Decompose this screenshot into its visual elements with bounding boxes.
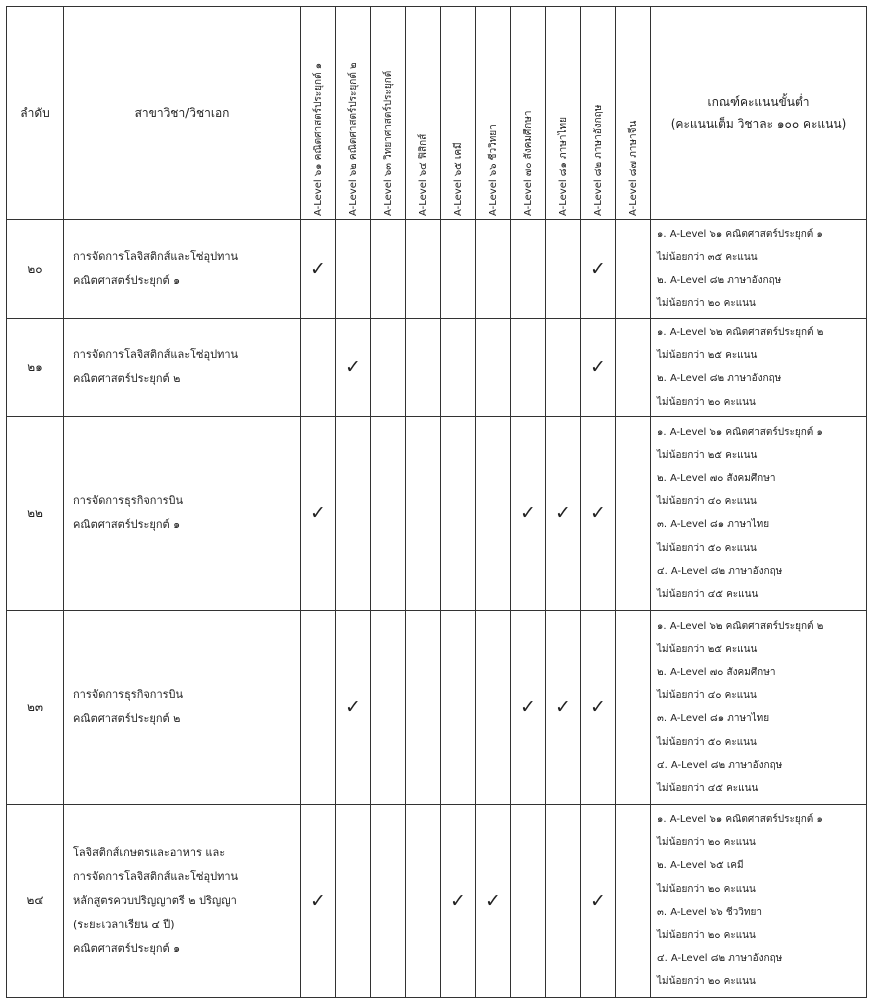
subject-check-cell xyxy=(441,804,476,997)
subject-check-cell xyxy=(371,610,406,804)
program-line: หลักสูตรควบปริญญาตรี ๒ ปริญญา xyxy=(73,893,237,907)
admission-criteria-table xyxy=(6,6,867,998)
check-icon: ✓ xyxy=(590,258,606,280)
header-subject xyxy=(336,7,371,220)
subject-check-cell xyxy=(511,804,546,997)
criteria-title: เกณฑ์คะแนนขั้นต่ำ xyxy=(707,95,810,109)
subject-check-cell xyxy=(301,319,336,417)
header-subject-label: A-Level ๖๔ ฟิสิกส์ xyxy=(417,133,429,216)
criteria-line: ๒. A-Level ๖๕ เคมี xyxy=(657,860,744,872)
check-icon: ✓ xyxy=(590,889,606,912)
subject-check-cell xyxy=(406,804,441,997)
subject-check-cell xyxy=(616,220,651,319)
criteria-line: ไม่น้อยกว่า ๒๐ คะแนน xyxy=(657,837,756,849)
check-icon: ✓ xyxy=(450,889,466,912)
check-icon: ✓ xyxy=(555,502,571,525)
criteria-subtitle: (คะแนนเต็ม วิชาละ ๑๐๐ คะแนน) xyxy=(670,117,847,131)
check-icon: ✓ xyxy=(485,889,501,912)
subject-check-cell xyxy=(476,319,511,417)
header-subject xyxy=(546,7,581,220)
criteria-line: ไม่น้อยกว่า ๒๐ คะแนน xyxy=(657,976,756,988)
subject-check-cell xyxy=(301,220,336,319)
subject-check-cell xyxy=(336,416,371,610)
subject-check-cell xyxy=(371,416,406,610)
criteria-cell xyxy=(651,804,867,997)
subject-check-cell xyxy=(616,610,651,804)
program-line: (ระยะเวลาเรียน ๔ ปี) xyxy=(73,917,175,931)
subject-check-cell xyxy=(511,220,546,319)
header-subject-label: A-Level ๗๐ สังคมศึกษา xyxy=(522,110,534,216)
subject-check-cell xyxy=(581,319,616,417)
check-icon: ✓ xyxy=(590,502,606,525)
criteria-cell xyxy=(651,610,867,804)
header-subject-label: A-Level ๖๑ คณิตศาสตร์ประยุกต์ ๑ xyxy=(312,62,324,216)
program-line: การจัดการโลจิสติกส์และโซ่อุปทาน xyxy=(73,348,239,362)
subject-check-cell xyxy=(441,220,476,319)
table-row xyxy=(7,610,867,804)
header-subject xyxy=(441,7,476,220)
table-row xyxy=(7,804,867,997)
subject-check-cell xyxy=(371,220,406,319)
check-icon: ✓ xyxy=(555,696,571,719)
subject-check-cell xyxy=(511,416,546,610)
subject-check-cell xyxy=(441,610,476,804)
subject-check-cell xyxy=(546,804,581,997)
criteria-line: ไม่น้อยกว่า ๒๐ คะแนน xyxy=(657,883,756,895)
criteria-line: ไม่น้อยกว่า ๒๕ คะแนน xyxy=(657,643,758,655)
criteria-line: ไม่น้อยกว่า ๒๐ คะแนน xyxy=(657,298,756,310)
subject-check-cell xyxy=(336,804,371,997)
criteria-line: ๑. A-Level ๖๒ คณิตศาสตร์ประยุกต์ ๒ xyxy=(657,327,824,338)
subject-check-cell xyxy=(476,610,511,804)
header-subject xyxy=(616,7,651,220)
table-row xyxy=(7,416,867,610)
program-line: คณิตศาสตร์ประยุกต์ ๑ xyxy=(73,941,181,955)
header-subject xyxy=(406,7,441,220)
subject-check-cell xyxy=(476,804,511,997)
criteria-line: ไม่น้อยกว่า ๒๐ คะแนน xyxy=(657,396,756,408)
subject-check-cell xyxy=(301,610,336,804)
row-number: ๒๐ xyxy=(7,220,64,319)
check-icon: ✓ xyxy=(310,502,326,525)
criteria-line: ๓. A-Level ๖๖ ชีววิทยา xyxy=(657,906,762,918)
subject-check-cell xyxy=(406,610,441,804)
subject-check-cell xyxy=(301,416,336,610)
criteria-line: ๒. A-Level ๘๒ ภาษาอังกฤษ xyxy=(657,275,782,286)
criteria-line: ไม่น้อยกว่า ๕๐ คะแนน xyxy=(657,542,757,554)
subject-check-cell xyxy=(616,319,651,417)
criteria-line: ไม่น้อยกว่า ๔๐ คะแนน xyxy=(657,496,757,508)
criteria-cell xyxy=(651,220,867,319)
header-subject xyxy=(371,7,406,220)
header-program: สาขาวิชา/วิชาเอก xyxy=(64,7,301,220)
program-name xyxy=(64,319,301,417)
criteria-line: ๒. A-Level ๘๒ ภาษาอังกฤษ xyxy=(657,373,782,385)
subject-check-cell xyxy=(406,220,441,319)
program-name xyxy=(64,610,301,804)
program-line: คณิตศาสตร์ประยุกต์ ๑ xyxy=(73,274,181,287)
criteria-line: ไม่น้อยกว่า ๔๕ คะแนน xyxy=(657,588,759,600)
subject-check-cell xyxy=(406,319,441,417)
subject-check-cell xyxy=(581,220,616,319)
subject-check-cell xyxy=(546,416,581,610)
row-number: ๒๓ xyxy=(7,610,64,804)
subject-check-cell xyxy=(301,804,336,997)
header-subject-label: A-Level ๖๓ วิทยาศาสตร์ประยุกต์ xyxy=(382,70,394,216)
subject-check-cell xyxy=(336,319,371,417)
check-icon: ✓ xyxy=(520,502,536,525)
header-subject xyxy=(511,7,546,220)
program-line: การจัดการโลจิสติกส์และโซ่อุปทาน xyxy=(73,869,239,883)
criteria-line: ไม่น้อยกว่า ๔๕ คะแนน xyxy=(657,782,759,794)
criteria-line: ไม่น้อยกว่า ๒๕ คะแนน xyxy=(657,350,758,362)
criteria-cell xyxy=(651,416,867,610)
subject-check-cell xyxy=(616,804,651,997)
program-line: คณิตศาสตร์ประยุกต์ ๒ xyxy=(73,712,181,726)
header-subject xyxy=(301,7,336,220)
criteria-cell xyxy=(651,319,867,417)
check-icon: ✓ xyxy=(310,889,326,912)
criteria-line: ไม่น้อยกว่า ๔๐ คะแนน xyxy=(657,690,757,702)
program-line: คณิตศาสตร์ประยุกต์ ๒ xyxy=(73,372,181,386)
program-name xyxy=(64,220,301,319)
criteria-line: ไม่น้อยกว่า ๓๕ คะแนน xyxy=(657,251,758,263)
criteria-line: ไม่น้อยกว่า ๒๕ คะแนน xyxy=(657,449,758,461)
header-subject-label: A-Level ๘๗ ภาษาจีน xyxy=(627,120,639,216)
header-subject-label: A-Level ๖๕ เคมี xyxy=(452,141,464,216)
subject-check-cell xyxy=(371,319,406,417)
program-name xyxy=(64,416,301,610)
subject-check-cell xyxy=(616,416,651,610)
check-icon: ✓ xyxy=(345,696,361,719)
table-row xyxy=(7,220,867,319)
subject-check-cell xyxy=(581,610,616,804)
program-name xyxy=(64,804,301,997)
criteria-line: ๑. A-Level ๖๒ คณิตศาสตร์ประยุกต์ ๒ xyxy=(657,620,824,632)
subject-check-cell xyxy=(476,220,511,319)
header-subject xyxy=(581,7,616,220)
subject-check-cell xyxy=(511,610,546,804)
header-order: ลำดับ xyxy=(7,7,64,220)
header-subject xyxy=(476,7,511,220)
criteria-line: ๓. A-Level ๘๑ ภาษาไทย xyxy=(657,713,770,725)
criteria-line: ๑. A-Level ๖๑ คณิตศาสตร์ประยุกต์ ๑ xyxy=(657,814,823,825)
program-line: คณิตศาสตร์ประยุกต์ ๑ xyxy=(73,518,181,532)
subject-check-cell xyxy=(581,416,616,610)
criteria-line: ไม่น้อยกว่า ๒๐ คะแนน xyxy=(657,930,756,942)
subject-check-cell xyxy=(441,319,476,417)
header-subject-label: A-Level ๖๒ คณิตศาสตร์ประยุกต์ ๒ xyxy=(347,61,359,216)
subject-check-cell xyxy=(511,319,546,417)
criteria-line: ๑. A-Level ๖๑ คณิตศาสตร์ประยุกต์ ๑ xyxy=(657,426,823,438)
program-line: การจัดการธุรกิจการบิน xyxy=(73,494,184,508)
subject-check-cell xyxy=(406,416,441,610)
check-icon: ✓ xyxy=(345,356,361,379)
criteria-line: ๒. A-Level ๗๐ สังคมศึกษา xyxy=(657,472,776,484)
check-icon: ✓ xyxy=(590,696,606,719)
subject-check-cell xyxy=(336,610,371,804)
row-number: ๒๒ xyxy=(7,416,64,610)
subject-check-cell xyxy=(581,804,616,997)
criteria-line: ไม่น้อยกว่า ๕๐ คะแนน xyxy=(657,736,757,748)
criteria-line: ๔. A-Level ๘๒ ภาษาอังกฤษ xyxy=(657,953,783,965)
criteria-line: ๒. A-Level ๗๐ สังคมศึกษา xyxy=(657,666,776,678)
header-row xyxy=(7,7,867,220)
check-icon: ✓ xyxy=(310,258,326,280)
subject-check-cell xyxy=(371,804,406,997)
check-icon: ✓ xyxy=(590,356,606,379)
header-subject-label: A-Level ๘๑ ภาษาไทย xyxy=(557,116,569,216)
criteria-line: ๓. A-Level ๘๑ ภาษาไทย xyxy=(657,519,770,531)
header-subject-label: A-Level ๖๖ ชีววิทยา xyxy=(487,123,499,216)
table-row xyxy=(7,319,867,417)
subject-check-cell xyxy=(441,416,476,610)
program-line: การจัดการธุรกิจการบิน xyxy=(73,688,184,702)
table-body xyxy=(7,220,867,998)
subject-check-cell xyxy=(546,220,581,319)
program-line: โลจิสติกส์เกษตรและอาหาร และ xyxy=(73,845,226,859)
subject-check-cell xyxy=(476,416,511,610)
criteria-line: ๔. A-Level ๘๒ ภาษาอังกฤษ xyxy=(657,759,783,771)
row-number: ๒๔ xyxy=(7,804,64,997)
criteria-line: ๑. A-Level ๖๑ คณิตศาสตร์ประยุกต์ ๑ xyxy=(657,228,823,240)
subject-check-cell xyxy=(546,610,581,804)
header-subject-label: A-Level ๘๒ ภาษาอังกฤษ xyxy=(592,104,604,216)
row-number: ๒๑ xyxy=(7,319,64,417)
program-line: การจัดการโลจิสติกส์และโซ่อุปทาน xyxy=(73,250,239,263)
criteria-line: ๔. A-Level ๘๒ ภาษาอังกฤษ xyxy=(657,565,783,577)
header-criteria xyxy=(651,7,867,220)
subject-check-cell xyxy=(546,319,581,417)
subject-check-cell xyxy=(336,220,371,319)
check-icon: ✓ xyxy=(520,696,536,719)
